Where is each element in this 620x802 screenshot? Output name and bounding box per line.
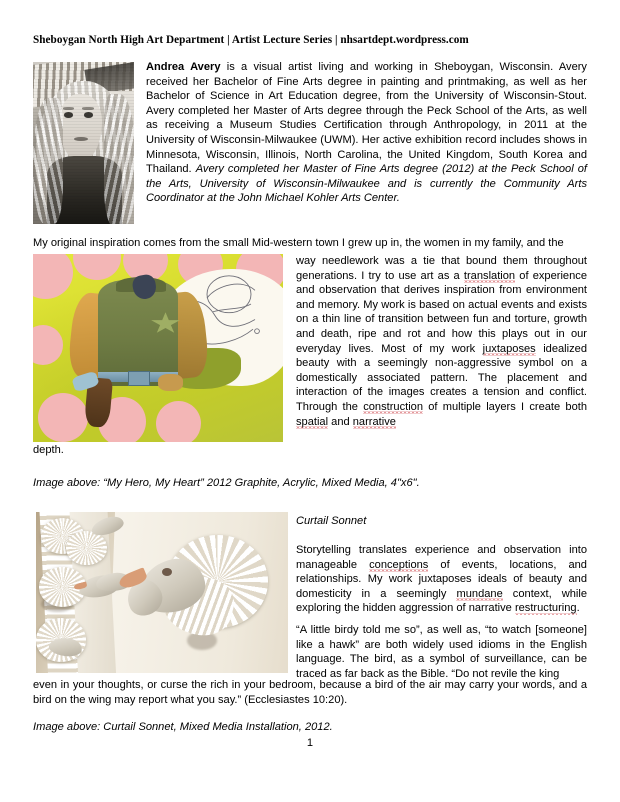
bio-body-italic: Avery completed her Master of Fine Arts degree (2012) at the Peck School of the Arts, University of Wisconsin-Milwaukee and is currently the Community Arts Coordinator at the John Michael Kohler Arts Center. xyxy=(146,163,587,205)
statement-column-text xyxy=(296,254,587,429)
spellcheck-word-construction: construction xyxy=(363,400,424,413)
statement-text-d: of multiple layers I create both xyxy=(423,400,587,413)
spellcheck-word-mundane: mundane xyxy=(456,587,503,600)
artwork2-rosette xyxy=(66,531,106,565)
caption-my-hero-my-heart: Image above: “My Hero, My Heart” 2012 Graphite, Acrylic, Mixed Media, 4"x6". xyxy=(33,477,420,489)
spellcheck-word-spatial: spatial xyxy=(296,415,329,428)
spellcheck-word-translation: translation xyxy=(463,269,516,282)
artwork-my-hero-my-heart xyxy=(33,254,283,442)
sonnet-text-d: . xyxy=(576,602,580,615)
artist-name: Andrea Avery xyxy=(146,61,221,73)
artwork1-belt-buckle xyxy=(128,371,150,386)
spellcheck-word-restructuring: restructuring xyxy=(514,602,577,615)
artist-portrait-photo xyxy=(33,62,134,224)
document-header: Sheboygan North High Art Department | Artist Lecture Series | nhsartdept.wordpress.com xyxy=(33,34,469,46)
statement-text-e: and xyxy=(328,415,353,428)
spellcheck-word-juxtaposes: juxtaposes xyxy=(482,342,536,355)
spellcheck-word-conceptions: conceptions xyxy=(369,558,429,571)
statement-text-c: idealized beauty with a seemingly non-aggressive symbol on a domestically associated pattern. The placement and interaction of the images creates a tension and conflict. Through the xyxy=(296,342,587,413)
bio-body-roman: is a visual artist living and working in Sheboygan, Wisconsin. Avery received her Bachelor of Fine Arts degree in painting and printmaking, as well as her Bachelor of Science in Art Education degree, from the University of Wisconsin-Stout. Avery completed her Master of Arts degree through the Peck School of the Arts, as well as receiving a Museum Studies Certification through Anthropology, in 2011 at the University of Wisconsin-Milwaukee (UWM). Her active exhibition record includes shows in Minnesota, Wisconsin, Illinois, North Carolina, the United Kingdom, South Korea and Thailand. xyxy=(146,61,587,176)
artist-bio-block xyxy=(33,60,587,224)
artwork1-pink-dot xyxy=(156,401,201,442)
artwork1-pink-dot xyxy=(38,393,88,442)
statement-lead-line: My original inspiration comes from the small Mid-western town I grew up in, the women in my family, and the xyxy=(33,237,564,249)
spellcheck-word-narrative: narrative xyxy=(352,415,396,428)
sonnet-text-a: Storytelling translates experience and observation into manageable xyxy=(296,544,587,571)
artwork-curtail-sonnet xyxy=(36,512,288,673)
statement-tail-line: depth. xyxy=(33,444,64,456)
statement-text-b: of experience and observation that derives inspiration from environment and memory. My work is based on actual events and exists on a thin line of transition between fun and torture, growth and death, ripe and rot and how this plays out in our everyday lives. Most of my work xyxy=(296,269,587,355)
sonnet-text-c: context, while exploring the hidden aggression of narrative xyxy=(296,587,588,615)
page-number: 1 xyxy=(306,737,314,749)
sonnet-paragraph-2: “A little birdy told me so”, as well as, “to watch [someone] like a hawk” are both widely used idioms in the English language. The bird, as a symbol of surveillance, can be traced as far back as the Bible. “Do not revile the king xyxy=(296,624,587,680)
portrait-film-grain xyxy=(33,62,134,224)
caption-curtail-sonnet: Image above: Curtail Sonnet, Mixed Media Installation, 2012. xyxy=(33,721,333,733)
sonnet-paragraph-1 xyxy=(296,543,587,616)
sonnet-section-title: Curtail Sonnet xyxy=(296,515,367,527)
sonnet-paragraph-2-continued: even in your thoughts, or curse the rich in your bedroom, because a bird of the air may carry your words, and a bird on the wing may report what you say.” (Ecclesiastes 10:20). xyxy=(33,679,587,706)
sonnet-text-b: of events, locations, and relationships. My work juxtaposes ideals of beauty and domesticity in a seemingly xyxy=(296,558,587,600)
artwork1-hand xyxy=(158,374,183,391)
statement-text-a: way needlework was a tie that bound them throughout generations. I try to use art as a xyxy=(296,255,587,282)
